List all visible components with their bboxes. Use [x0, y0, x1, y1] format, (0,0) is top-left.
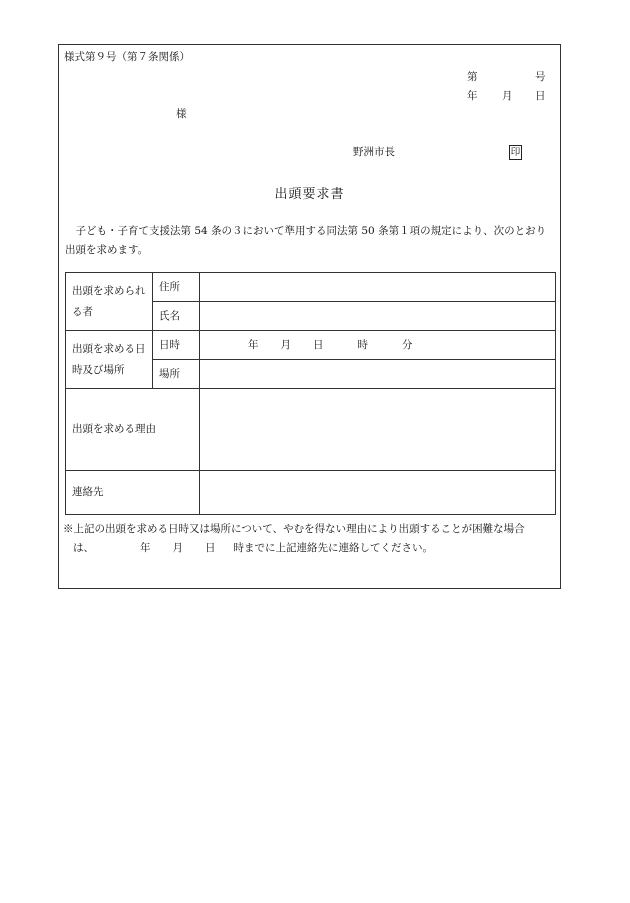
note-text [63, 520, 559, 558]
table-row [66, 273, 556, 302]
note-year: 年 [140, 542, 151, 554]
reason-label: 出頭を求める理由 [66, 389, 200, 471]
place-label: 場所 [153, 360, 200, 389]
form-frame [58, 44, 561, 589]
dt-minute: 分 [402, 338, 413, 351]
addressee-suffix: 様 [176, 108, 187, 120]
table-row [66, 389, 556, 471]
note-line-1: ※上記の出頭を求める日時又は場所について、やむを得ない理由により出頭することが困難な場合 [63, 523, 525, 535]
note-prefix: は、 [73, 542, 94, 554]
dt-hour: 時 [357, 338, 368, 351]
address-label: 住所 [153, 273, 200, 302]
person-group-label: 出頭を求められる者 [66, 273, 153, 331]
date-month: 月 [502, 90, 513, 102]
document-title: 出頭要求書 [274, 187, 345, 202]
when-where-group-label: 出頭を求める日時及び場所 [66, 331, 153, 389]
dt-day: 日 [313, 338, 324, 351]
issuer-name: 野洲市長 [353, 146, 395, 158]
name-label: 氏名 [153, 302, 200, 331]
doc-number-prefix: 第 [467, 71, 478, 83]
address-field [200, 273, 556, 302]
reason-field [200, 389, 556, 471]
contact-field [200, 471, 556, 515]
contact-label: 連絡先 [66, 471, 200, 515]
name-field [200, 302, 556, 331]
request-table [65, 272, 556, 515]
place-field [200, 360, 556, 389]
doc-number-suffix: 号 [535, 71, 546, 83]
date-day: 日 [535, 90, 546, 102]
table-row [66, 331, 556, 360]
dt-month: 月 [280, 338, 291, 351]
table-row [66, 471, 556, 515]
note-month: 月 [172, 542, 183, 554]
body-text: 子ども・子育て支援法第 54 条の３において準用する同法第 50 条第１項の規定により、次のとおり出頭を求めます。 [65, 225, 547, 256]
dt-year: 年 [248, 338, 259, 351]
datetime-field [200, 331, 556, 360]
datetime-label: 日時 [153, 331, 200, 360]
date-year: 年 [467, 90, 478, 102]
note-day: 日 [205, 542, 216, 554]
note-line-2 [63, 539, 559, 558]
form-number: 様式第９号（第７条関係） [64, 51, 190, 63]
seal-mark: 印 [510, 147, 521, 158]
note-suffix: 時までに上記連絡先に連絡してください。 [233, 542, 433, 554]
